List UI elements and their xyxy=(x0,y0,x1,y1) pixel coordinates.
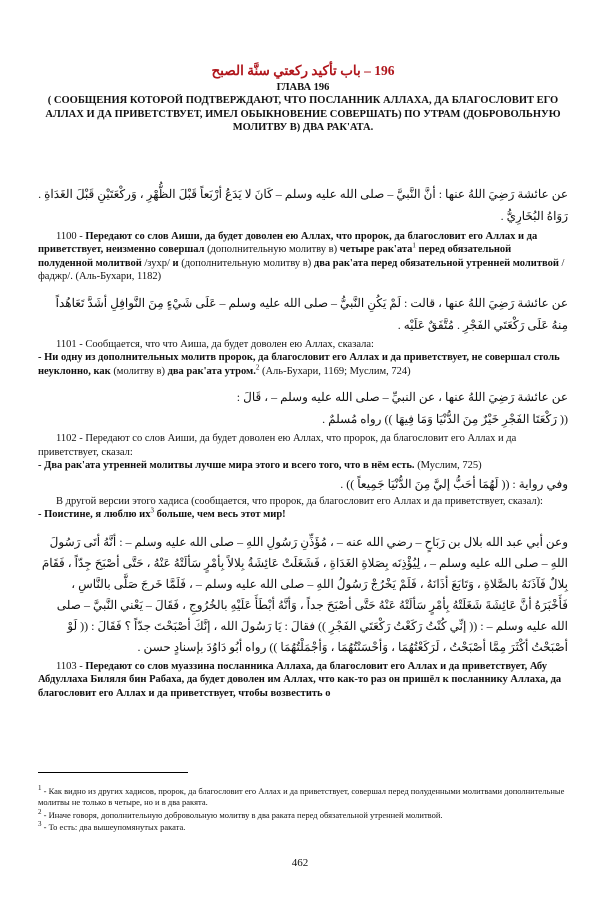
hadith-1100-arabic: عن عائشة رَضِيَ اللهُ عنها : أنَّ النَّبيَّ – صلى الله عليه وسلم – كَانَ لا يَدَعُ أرْبَعاً قَبْلَ الظُّهْرِ ، وَركْعَتَيْنِ قَبْلَ الغَدَاةِ . رَوَاهُ البُخَارِيُّ . xyxy=(38,186,568,223)
hadith-1102-version-translation: - Поистине, я люблю $их^3$ больше, чем весь этот мир! xyxy=(38,506,286,520)
footnote-3: $^3$ - То есть: два вышеупомянутых раката. xyxy=(38,820,186,832)
hadith-1102-version-intro: В другой версии этого хадиса (сообщается, что пророк, да благословит его Аллах и да приветствует, сказал): xyxy=(56,495,543,507)
page-body xyxy=(38,62,568,700)
footnote-ref-3: 3 xyxy=(150,506,154,515)
hadith-1100-translation: 1100 - Передают со слов Аиши, да будет доволен ею Аллах, что пророк, да благословит его Аллах и да приветствует, неизменно совершал (дополнительную молитву в) четыре рак'ата$^1$ перед обязательной полуденной молитвой /зухр/ и (дополнительную молитву в) два рак'ата перед обязательной утренней молитвой /фаджр/. (Аль-Бухари, 1182) xyxy=(38,230,565,282)
footnote-ref-2: 2 xyxy=(255,363,260,371)
page-number: 462 xyxy=(291,857,309,869)
footnote-separator xyxy=(38,772,188,773)
chapter-russian-title: ( СООБЩЕНИЯ КОТОРОЙ ПОДТВЕРЖДАЮТ, ЧТО ПОСЛАННИК АЛЛАХА, ДА БЛАГОСЛОВИТ ЕГО АЛЛАХ И ДА ПРИВЕТСТВУЕТ, ИМЕЛ ОБЫКНОВЕНИЕ СОВЕРШАТЬ) ПО УТРАМ (ДОБРОВОЛЬНУЮ МОЛИТВУ В) ДВА РАК'АТА. xyxy=(45,95,561,133)
hadith-1103-translation: 1103 - Передают со слов муаззина посланника Аллаха, да благословит его Аллах и да приветствует, Абу Абдуллаха Биляля бин Рабаха, да будет доволен им Аллах, что как-то раз он пришёл к посланнику Аллаха, да благословит его Аллах и да приветствует, чтобы возвестить о xyxy=(38,660,562,699)
chapter-arabic-title: 196 – باب تأكيد ركعتي سنَّة الصبح xyxy=(211,63,395,78)
hadith-1101-arabic: عن عائشة رَضِيَ اللهُ عنها ، قالت : لَمْ يَكُنِ النَّبيُّ – صلى الله عليه وسلم – عَلَى شَيْءٍ مِنَ النَّوافِلِ أشَدَّ تَعَاهُداً مِنهُ عَلَى رَكْعَتَي الفَجْرِ . مُتَّفَقٌ عَلَيْه . xyxy=(55,295,568,332)
hadith-1103-arabic: وعن أبي عبد الله بلال بن رَبَاحٍ – رضي الله عنه – ، مُؤَذِّنِ رَسُولِ اللهِ – صلى الله عليه وسلم – : أنَّهُ أتَى رَسُولَ اللهِ – صلى الله عليه وسلم – ، لِيُؤْذِنَه بِصَلاةِ الغَدَاةِ ، فَشَغَلَتْ عَائِشَةُ بِلالاً بِأمْرٍ سَألَتْهُ عَنْهُ ، حَتَّى أصْبَحَ جِدّاً ، فَقَامَ بِلالٌ فَآذَنَهُ بالصَّلاةِ ، وَتَابَعَ أذَانَهُ ، فَلَمْ يَخْرُجْ رَسُولُ اللهِ – صلى الله عليه وسلم – ، فَلَمَّا خَرجَ صَلَّى بالنَّاسِ ، فَأَخْبَرَهُ أنَّ عَائِشَةَ شَغَلَتْهُ بِأمْرٍ سَألَتْهُ عَنْهُ حَتَّى أصْبَحَ جداً ، وَأنَّهُ أبْطَأَ عَلَيْهِ بالخُرُوجِ ، فَقَالَ – يَعْني النَّبيَّ – صلى الله عليه وسلم – : (( إنِّي كُنْتُ رَكَعْتُ رَكْعَتَي الفَجْرِ )) فقالَ : يَا رَسُولَ الله ، إنَّكَ أصْبَحْتَ جدّاً ؟ فَقَالَ : (( لَوْ أصْبَحْتُ أكْثَرَ مِمَّا أصْبَحْتُ ، لَرَكَعْتُهُمَا ، وَأحْسَنْتُهُمَا ، وَأجْمَلْتُهُمَا )) رواه أبُو دَاوُدَ بإسنادٍ حسن . xyxy=(41,534,568,654)
footnote-2: $^2$ - Иначе говоря, дополнительную добровольную молитву в два раката перед обязательной утренней молитвой. xyxy=(38,808,443,820)
hadith-1102-translation: - Два рак'ата утренней молитвы лучше мира этого и всего того, что в нём есть. (Муслим, 725) xyxy=(38,460,482,471)
hadith-1102-arabic: عن عائشة رَضِيَ اللهُ عنها ، عن النبيِّ – صلى الله عليه وسلم – ، قَالَ : xyxy=(236,390,568,404)
hadith-1102-arabic-version: وفي رواية : (( لَهُمَا أحَبُّ إليَّ مِنَ الدُّنْيَا جَمِيعاً )) . xyxy=(340,476,568,491)
hadith-1102-arabic-quote: (( رَكْعَتَا الفَجْرِ خَيْرٌ مِنَ الدُّنْيَا وَمَا فِيهَا )) رواه مُسلمٌ . xyxy=(322,412,568,426)
hadith-1101-intro: 1101 - Сообщается, что что Аиша, да будет доволен ею Аллах, сказала: xyxy=(56,338,374,350)
footnote-1: $^1$ - Как видно из других хадисов, пророк, да благословит его Аллах и да приветствует, совершал перед полуденными молитвами дополнительные молитвы не только в четыре, но и в два ракята. xyxy=(38,784,565,807)
chapter-label: ГЛАВА 196 xyxy=(276,82,330,93)
hadith-1101-translation: - Ни одну из дополнительных молитв пророк, да благословит его Аллах и да приветствует, не совершал столь неуклонно, как (молитву в) два рак'ата утром.$^2$ (Аль-Бухари, 1169; Муслим, 724) xyxy=(38,352,560,377)
hadith-1102-intro: 1102 - Передают со слов Аиши, да будет доволен ею Аллах, что пророк, да благословит его Аллах и да приветствует, сказал: xyxy=(38,433,517,458)
footnote-ref-1: 1 xyxy=(412,241,416,250)
